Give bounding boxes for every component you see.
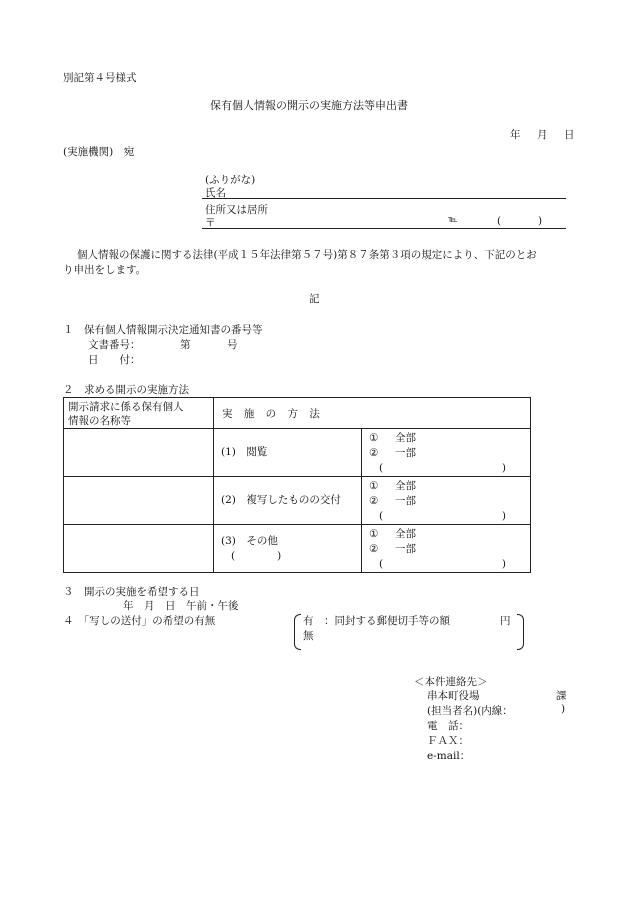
table-row — [64, 525, 531, 573]
method-cell — [214, 525, 362, 573]
contact-email: e-mail： — [427, 750, 471, 762]
contact-heading: ＜本件連絡先＞ — [414, 676, 488, 688]
disclosure-method-table — [63, 397, 531, 573]
tel-paren-open: ( — [497, 215, 502, 227]
paren-open: ( — [379, 510, 384, 522]
method-label: (1) 閲覧 — [221, 446, 268, 458]
contact-fax: ＦＡＸ： — [427, 735, 469, 747]
info-name-cell[interactable] — [64, 429, 214, 477]
left-bracket — [294, 614, 301, 650]
header-name-line-1: 開示請求に係る保有個人 — [68, 401, 184, 413]
contact-person: (担当者名)(内線： — [427, 705, 513, 717]
furigana-label: (ふりがな) — [205, 174, 256, 186]
scope-part-option[interactable]: 一部 — [395, 495, 416, 507]
scope-part-option[interactable]: 一部 — [395, 447, 416, 459]
table-row — [64, 477, 531, 525]
scope-cell — [362, 477, 531, 525]
paren-close: ) — [501, 510, 507, 522]
postal-mark: 〒 — [205, 217, 216, 229]
scope-all-option[interactable]: 全部 — [395, 480, 416, 492]
circle-1-mark: ① — [369, 480, 379, 492]
table-row — [64, 429, 531, 477]
tel-paren-close: ) — [538, 215, 543, 227]
send-copy-no[interactable]: 無 — [303, 630, 314, 642]
tel-icon: ℡ — [448, 215, 458, 225]
address-underline — [202, 228, 566, 229]
scope-all-option[interactable]: 全部 — [395, 432, 416, 444]
submission-date: 年 月 日 — [510, 129, 578, 141]
scope-cell — [362, 429, 531, 477]
document-title: 保有個人情報の開示の実施方法等申出書 — [210, 99, 408, 112]
address-label: 住所又は居所 — [205, 204, 268, 216]
method-cell — [214, 429, 362, 477]
scope-cell — [362, 525, 531, 573]
intro-line-1: 個人情報の保護に関する法律(平成１５年法律第５７号)第８７条第３項の規定により、下記のとお — [77, 249, 537, 261]
paren-close: ) — [501, 558, 507, 570]
circle-1-mark: ① — [369, 528, 379, 540]
method-label: (3) その他 — [221, 534, 278, 547]
method-cell — [214, 477, 362, 525]
doc-number-label: 文書番号： — [88, 339, 141, 351]
section-2-heading: ２ 求める開示の実施方法 — [63, 384, 189, 396]
form-number: 別記第４号様式 — [63, 72, 137, 84]
contact-ka: 課 — [556, 690, 567, 702]
yen-label: 円 — [500, 615, 511, 627]
desired-date-line: 年 月 日 午前・午後 — [123, 600, 239, 612]
section-1-heading: １ 保有個人情報開示決定通知書の番号等 — [63, 324, 263, 336]
paren-close: ) — [501, 462, 507, 474]
addressee: (実施機関) 宛 — [63, 146, 135, 158]
right-bracket — [517, 614, 524, 650]
method-other-paren: ( ) — [231, 549, 282, 562]
section-4-heading: ４ 「写しの送付」の希望の有無 — [63, 615, 216, 627]
paren-open: ( — [379, 462, 384, 474]
contact-office: 串本町役場 — [427, 690, 480, 702]
name-underline — [202, 198, 566, 199]
header-name-line-2: 情報の名称等 — [68, 415, 131, 427]
info-name-cell[interactable] — [64, 525, 214, 573]
info-name-cell[interactable] — [64, 477, 214, 525]
section-3-heading: ３ 開示の実施を希望する日 — [63, 586, 200, 598]
doc-number-go: 号 — [227, 339, 238, 351]
send-copy-yes[interactable]: 有 ：同封する郵便切手等の額 — [303, 615, 450, 627]
ki-heading: 記 — [309, 293, 320, 305]
circle-2-mark: ② — [369, 543, 379, 555]
circle-2-mark: ② — [369, 495, 379, 507]
table-header-info-name — [64, 398, 214, 429]
circle-1-mark: ① — [369, 432, 379, 444]
circle-2-mark: ② — [369, 447, 379, 459]
scope-all-option[interactable]: 全部 — [395, 528, 416, 540]
scope-part-option[interactable]: 一部 — [395, 543, 416, 555]
header-method-label: 実 施 の 方 法 — [222, 408, 324, 420]
contact-person-close: ) — [561, 703, 566, 715]
intro-line-2: り申出をします。 — [63, 264, 147, 276]
doc-number-dai: 第 — [180, 339, 191, 351]
paren-open: ( — [379, 558, 384, 570]
doc-date-label: 日 付： — [88, 354, 141, 366]
method-label: (2) 複写したものの交付 — [221, 494, 341, 506]
name-label: 氏名 — [205, 187, 226, 199]
table-header-method — [214, 398, 531, 429]
contact-phone: 電 話： — [427, 720, 469, 732]
